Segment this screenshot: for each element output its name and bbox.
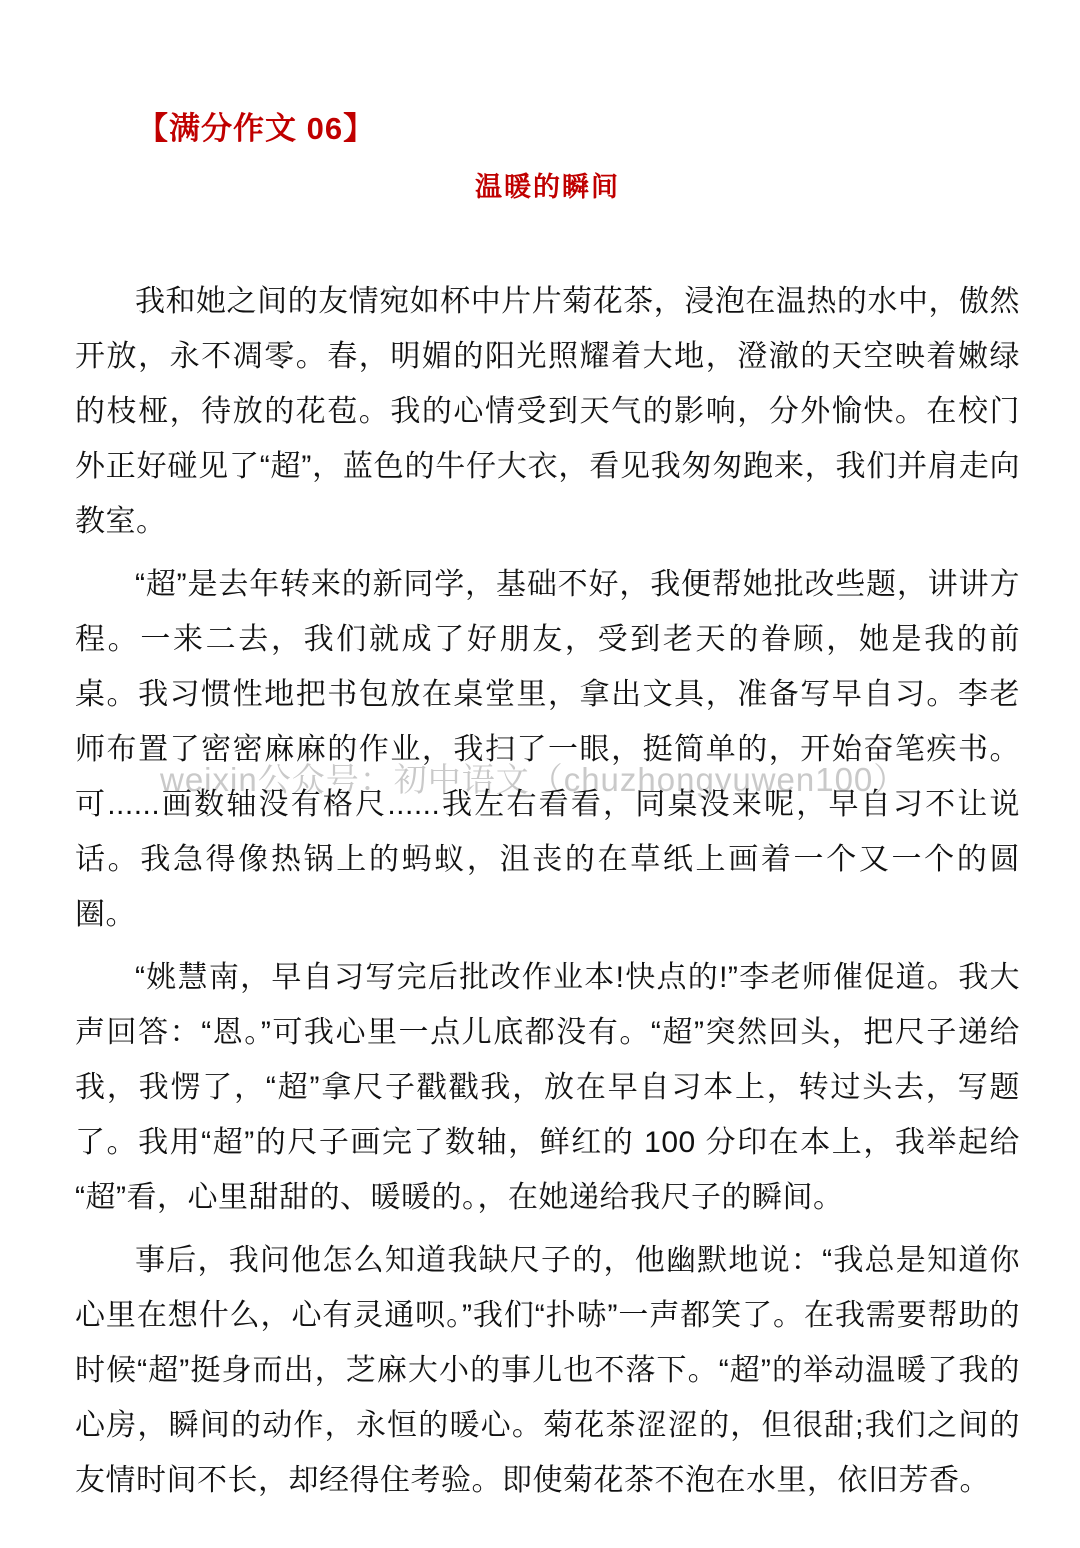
essay-paragraph-3: “姚慧南，早自习写完后批改作业本!快点的!”李老师催促道。我大声回答：“恩。”可我心里一点儿底都没有。“超”突然回头，把尺子递给我，我愣了，“超”拿尺子戳戳我，放在早自习本上，转过头去，写题了。我用“超”的尺子画完了数轴，鲜红的 100 分印在本上，我举起给“超”看，心里甜甜的、暖暖的。，在她递给我尺子的瞬间。 xyxy=(75,961,1020,1214)
weixin-watermark: weixin公众号：初中语文（chuzhongyuwen100） xyxy=(160,761,908,798)
essay-paragraph-4: 事后，我问他怎么知道我缺尺子的，他幽默地说：“我总是知道你心里在想什么，心有灵通呗。”我们“扑哧”一声都笑了。在我需要帮助的时候“超”挺身而出，芝麻大小的事儿也不落下。“超”的举动温暖了我的心房，瞬间的动作，永恒的暖心。菊花茶涩涩的，但很甜;我们之间的友情时间不长，却经得住考验。即使菊花茶不泡在水里，依旧芳香。 xyxy=(75,1244,1020,1497)
essay-paragraph-1: 我和她之间的友情宛如杯中片片菊花茶，浸泡在温热的水中，傲然开放，永不凋零。春，明媚的阳光照耀着大地，澄澈的天空映着嫩绿的枝桠，待放的花苞。我的心情受到天气的影响，分外愉快。在校门外正好碰见了“超”，蓝色的牛仔大衣，看见我匆匆跑来，我们并肩走向教室。 xyxy=(75,285,1020,538)
essay-number-heading: 【满分作文 06】 xyxy=(137,111,376,146)
essay-body xyxy=(75,274,1020,1508)
essay-title: 温暖的瞬间 xyxy=(475,172,620,202)
essay-paragraph-2: “超”是去年转来的新同学，基础不好，我便帮她批改些题，讲讲方程。一来二去，我们就成了好朋友，受到老天的眷顾，她是我的前桌。我习惯性地把书包放在桌堂里，拿出文具，准备写早自习。李老师布置了密密麻麻的作业，我扫了一眼，挺简单的，开始奋笔疾书。可......画数轴没有格尺......我左右看看，同桌没来呢，早自习不让说话。我急得像热锅上的蚂蚁，沮丧的在草纸上画着一个又一个的圆圈。 xyxy=(75,568,1020,931)
